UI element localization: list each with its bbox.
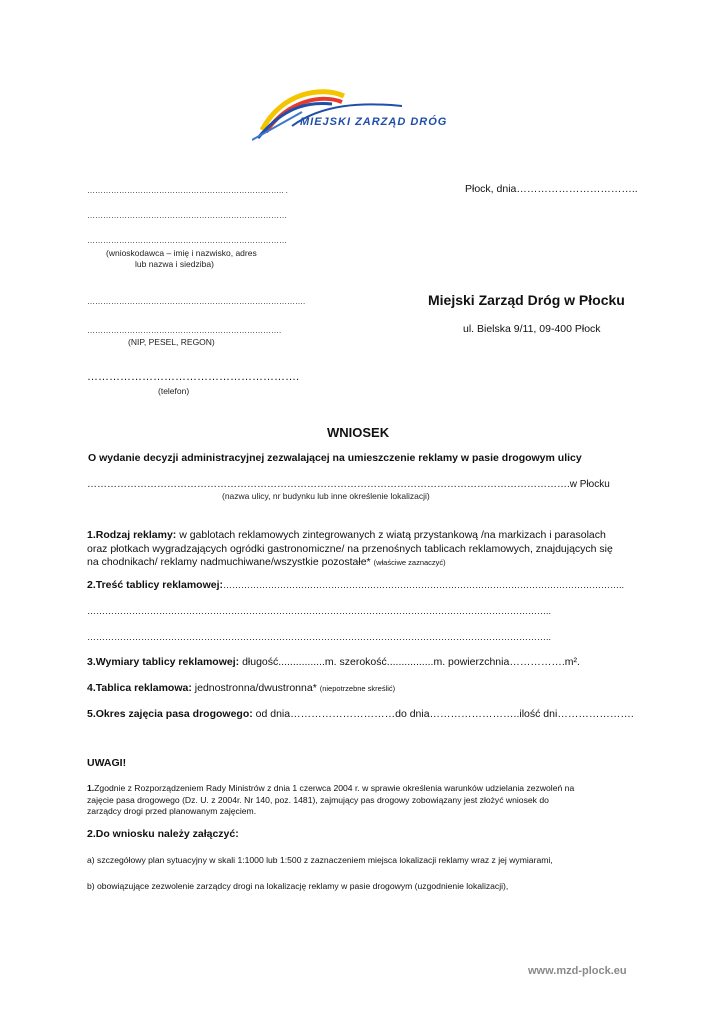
- item-2-dots-1: ……………………………………………………………………………………………………………………..: [223, 580, 625, 590]
- logo-graphic: [252, 82, 472, 144]
- item-1-label: 1.Rodzaj reklamy:: [87, 529, 177, 541]
- remarks-heading: UWAGI!: [87, 757, 127, 769]
- item-4-note: (niepotrzebne skreślić): [319, 684, 396, 693]
- document-subtitle: O wydanie decyzji administracyjnej zezwalającej na umieszczenie reklamy w pasie drogowym ulicy: [88, 452, 582, 464]
- applicant-caption-1: (wnioskodawca – imię i nazwisko, adres: [106, 248, 257, 258]
- item-5-label: 5.Okres zajęcia pasa drogowego:: [87, 708, 253, 720]
- item-1-line-1: w gablotach reklamowych zintegrowanych z wiatą przystankową /na markizach i parasolach: [179, 529, 606, 541]
- nip-caption: (NIP, PESEL, REGON): [128, 337, 215, 347]
- attachment-b: b) obowiązujące zezwolenie zarządcy drogi na lokalizację reklamy w pasie drogowym (uzgodnienie lokalizacji),: [87, 881, 509, 891]
- nip-line: ……………………………………………………………….: [87, 326, 282, 335]
- item-4-label: 4.Tablica reklamowa:: [87, 682, 192, 694]
- place-date: Płock, dnia……………………………..: [465, 183, 638, 195]
- remarks-p1-label: 1.: [87, 783, 95, 793]
- item-1-note: (właściwe zaznaczyć): [373, 558, 446, 567]
- item-1-line-3: na chodnikach/ reklamy nadmuchiwane/wszystkie pozostałe*: [87, 556, 371, 568]
- phone-caption: (telefon): [158, 386, 190, 396]
- item-5-text: od dnia…………………………do dnia……………………..ilość dni………………….: [255, 708, 634, 720]
- recipient-address: ul. Bielska 9/11, 09-400 Płock: [463, 323, 601, 335]
- logo: [252, 82, 472, 144]
- attachments-heading: 2.Do wniosku należy załączyć:: [87, 828, 239, 840]
- item-4-text: jednostronna/dwustronna*: [194, 682, 317, 694]
- applicant-line-2: …………………………………………………………………: [87, 211, 287, 220]
- applicant-caption-2: lub nazwa i siedziba): [135, 259, 214, 269]
- remarks-p1-line-2: zajęcie pasa drogowego (Dz. U. z 2004r. Nr 140, poz. 1481), zajmujący pas drogowy zobowiązany jest złożyć wniosek do: [87, 794, 549, 805]
- remarks-paragraph-1: [87, 783, 574, 818]
- item-3-text: długość................m. szerokość................m. powierzchnia…………….m².: [242, 656, 580, 668]
- item-3: [87, 656, 580, 670]
- remarks-p1-line-1: Zgodnie z Rozporządzeniem Rady Ministrów z dnia 1 czerwca 2004 r. w sprawie określenia warunków udzielania zezwoleń na: [94, 783, 575, 793]
- footer-url: www.mzd-plock.eu: [528, 965, 627, 977]
- item-2-dots-2: ………………………………………………………………………………………………………………………………………..: [87, 606, 552, 616]
- street-line: ……………………………………………………………………………………………………………………………….w Płocku: [87, 479, 610, 490]
- attachment-a: a) szczegółowy plan sytuacyjny w skali 1:1000 lub 1:500 z zaznaczeniem miejsca lokalizacji reklamy wraz z jej wymiarami,: [87, 855, 553, 865]
- remarks-p1-line-3: zarządcy drogi przed planowanym zajęciem.: [87, 806, 257, 816]
- logo-text: MIEJSKI ZARZĄD DRÓG: [300, 116, 448, 128]
- applicant-line-1: ……………………………………………………………….. .: [87, 186, 288, 195]
- phone-line: ………………………………………………….: [87, 371, 300, 383]
- item-2-dots-3: ………………………………………………………………………………………………………………………………………..: [87, 632, 552, 642]
- document-title: WNIOSEK: [327, 425, 390, 440]
- item-1-line-2: oraz płotkach wygradzających ogródki gastronomiczne/ na przenośnych tablicach reklamowych, znajdujących się: [87, 542, 613, 555]
- recipient-name: Miejski Zarząd Dróg w Płocku: [428, 292, 625, 308]
- item-4: [87, 682, 395, 696]
- item-1: [87, 529, 647, 570]
- applicant-line-3: …………………………………………………………………: [87, 236, 287, 245]
- item-2: [87, 579, 624, 593]
- street-caption: (nazwa ulicy, nr budynku lub inne określenie lokalizacji): [222, 491, 430, 501]
- item-5: [87, 708, 634, 722]
- applicant-line-4: ……………………………………………………………………….: [87, 297, 306, 306]
- item-3-label: 3.Wymiary tablicy reklamowej:: [87, 656, 240, 668]
- item-2-label: 2.Treść tablicy reklamowej:: [87, 579, 223, 591]
